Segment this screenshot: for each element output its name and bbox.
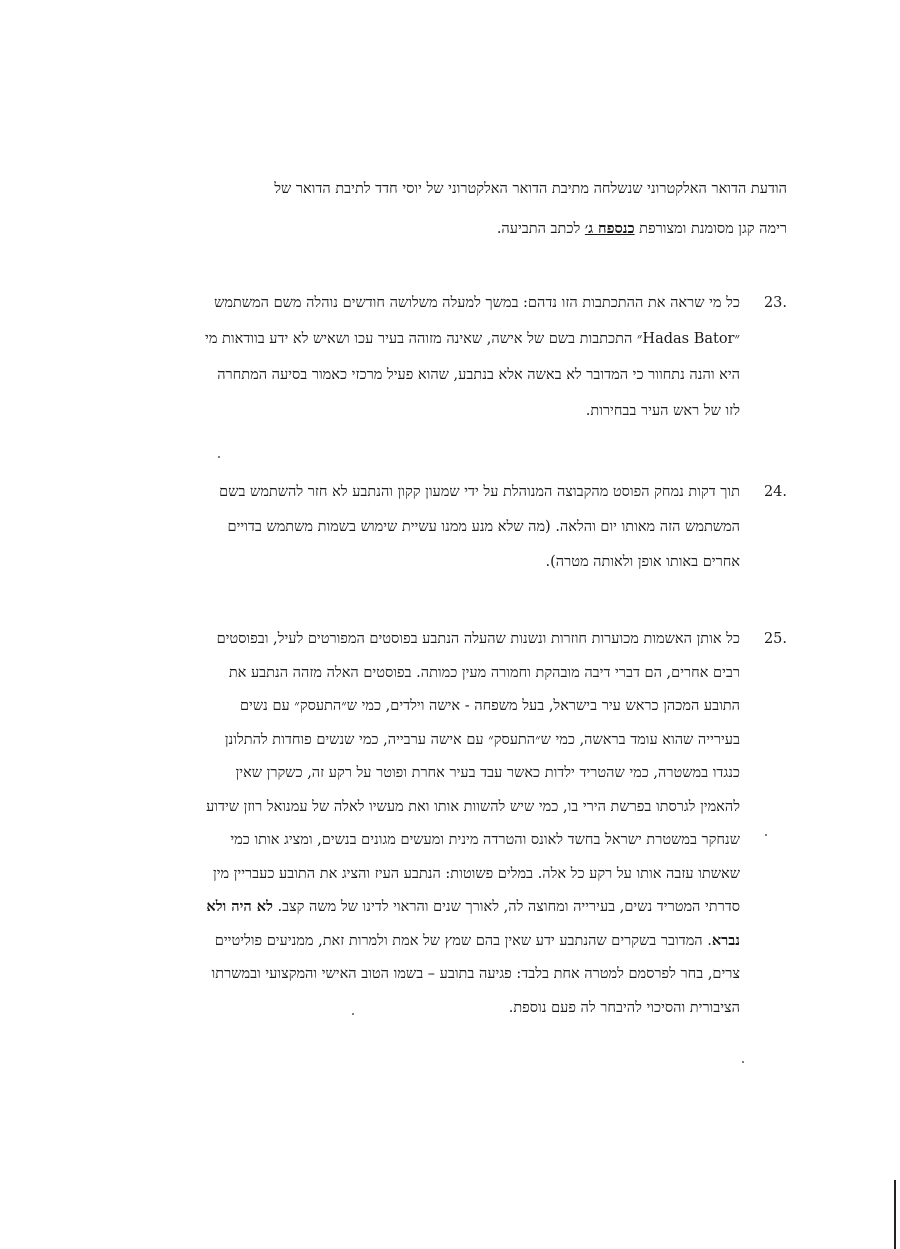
paragraph-25-line-10-text: . המדובר בשקרים שהנתבע ידע שאין בהם שמץ של אמת ולמרות זאת, ממניעים פוליטיים <box>214 932 712 949</box>
paragraph-25-line-7: שנחקר במשטרת ישראל בחשד לאונס והטרדה מינית ומעשים מגונים בנשים, ומציג אותו כמי <box>230 832 740 848</box>
paragraph-24 <box>127 479 740 584</box>
paragraph-24-line-2: המשתמש הזה מאותו יום והלאה. (מה שלא מנע ממנו עשיית שימוש בשמות משתמש בדויים <box>227 519 740 535</box>
emphasis-created: נברא <box>711 931 740 949</box>
scan-speck <box>218 456 220 458</box>
paragraph-25-line-2: רבים אחרים, הם דברי דיבה מובהקת וחמורה מעין כמותה. בפוסטים האלה מזהה הנתבע את <box>228 664 740 681</box>
intro-line-2-text-b: לכתב התביעה. <box>496 220 585 237</box>
paragraph-25-line-9 <box>127 894 740 928</box>
paragraph-24-line-3: אחרים באותו אופן ולאותה מטרה). <box>545 554 740 570</box>
paragraph-25-number: 25. <box>763 631 787 647</box>
paragraph-25 <box>127 626 740 1028</box>
paragraph-23-number: 23. <box>763 295 787 311</box>
paragraph-24-line-1: תוך דקות נמחק הפוסט מהקבוצה המנוהלת על ידי שמעון קקון והנתבע לא חזר להשתמש בשם <box>219 484 740 500</box>
scan-speck <box>352 1013 354 1015</box>
emphasis-never-happened: לא היה ולא <box>206 898 273 915</box>
paragraph-23-line-2: ״Hadas Bator״ התכתבות בשם של אישה, שאינה מזוהה בעיר עכו ושאיש לא ידע בוודאות מי <box>205 331 740 347</box>
paragraph-25-line-8: שאשתו עזבה אותו על רקע כל אלה. במלים פשוטות: הנתבע העיז והציג את התובע כעבריין מין <box>213 865 740 882</box>
paragraph-25-line-6: להאמין לגרסתו בפרשת הירי בו, כמי שיש להשוות אותו ואת מעשיו לאלה של עמנואל רוזן שידוע <box>206 798 740 815</box>
paragraph-23 <box>127 290 740 434</box>
intro-line-1: הודעת הדואר האלקטרוני שנשלחה מתיבת הדואר האלקטרוני של יוסי חדד לתיבת הדואר של <box>274 181 787 197</box>
intro-paragraph <box>127 176 787 242</box>
intro-line-2 <box>127 216 787 243</box>
paragraph-25-line-10 <box>127 928 740 962</box>
paragraph-23-line-3: היא והנה נתחוור כי המדובר לא באשה אלא בנתבע, שהוא פעיל מרכזי כאמור בסיעה המתחרה <box>217 367 740 383</box>
paragraph-24-number: 24. <box>763 484 787 500</box>
scan-speck <box>742 1061 744 1063</box>
paragraph-25-line-1: כל אותן האשמות מכוערות חוזרות ונשנות שהעלה הנתבע בפוסטים המפורטים לעיל, ובפוסטים <box>216 631 740 647</box>
intro-line-2-text-a: רימה קגן מסומנת ומצורפת <box>634 220 787 237</box>
annex-reference: כנספח ג׳ <box>584 219 635 237</box>
scan-speck <box>765 834 767 836</box>
paragraph-25-line-4: בעירייה שהוא עומד בראשה, כמי ש״התעסק״ עם אישה ערבייה, כמי שנשים פוחדות להתלונן <box>224 731 740 748</box>
paragraph-23-line-1: כל מי שראה את ההתכתבות הזו נדהם: במשך למעלה משלושה חודשים נוהלה משם המשתמש <box>214 295 740 311</box>
paragraph-25-line-12: הציבורית והסיכוי להיבחר לה פעם נוספת. <box>508 999 740 1016</box>
paragraph-25-line-5: כנגדו במשטרה, כמי שהטריד ילדות כאשר עבד בעיר אחרת ופוטר על רקע זה, כשקרן שאין <box>235 765 740 781</box>
paragraph-25-line-9-text: סדרתי המטריד נשים, בעירייה ומחוצה לה, לאורך שנים והראוי לדינו של משה קצב. <box>272 899 740 915</box>
paragraph-23-line-4: לזו של ראש העיר בבחירות. <box>585 403 740 419</box>
scan-edge-mark <box>894 1180 896 1249</box>
paragraph-25-line-11: צרים, בחר לפרסמם למטרה אחת בלבד: פגיעה בתובע – בשמו הטוב האישי והמקצועי ובמשרתו <box>211 966 740 982</box>
paragraph-25-line-3: התובע המכהן כראש עיר בישראל, בעל משפחה - אישה וילדים, כמי ש״התעסק״ עם נשים <box>240 698 740 714</box>
